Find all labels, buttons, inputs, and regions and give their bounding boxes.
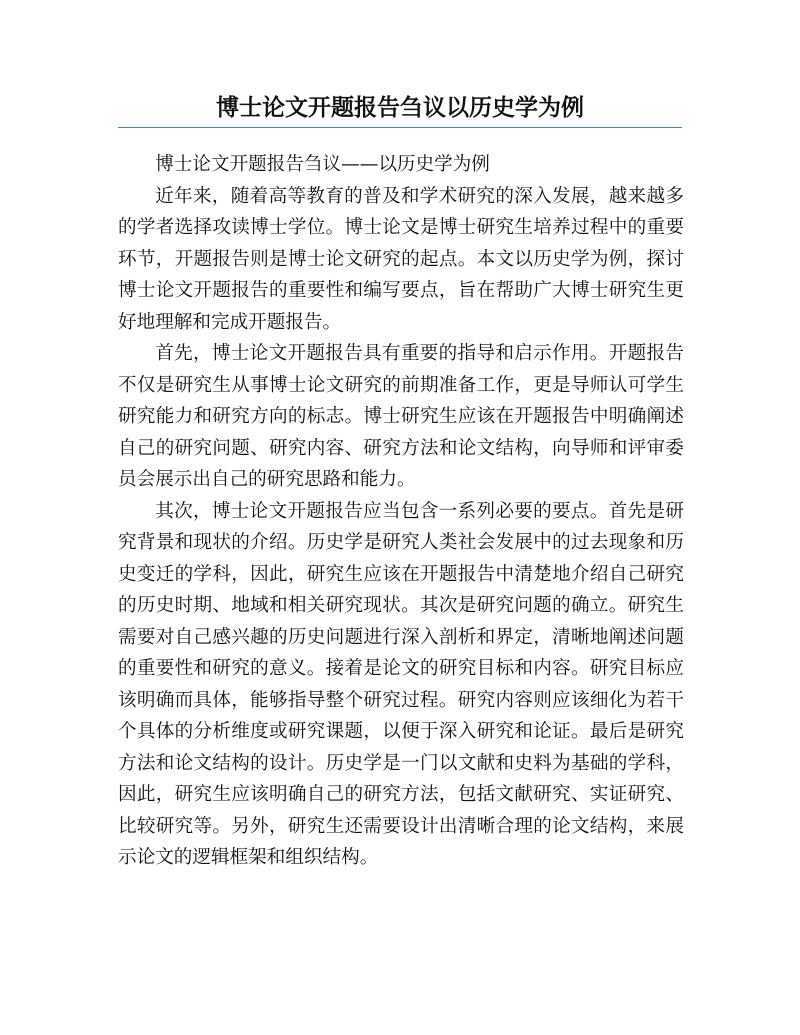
document-body xyxy=(118,149,684,874)
subtitle-paragraph: 博士论文开题报告刍议——以历史学为例 xyxy=(155,154,490,175)
intro-paragraph: 近年来，随着高等教育的普及和学术研究的深入发展，越来越多的学者选择攻读博士学位。博士论文是博士研究生培养过程中的重要环节，开题报告则是博士论文研究的起点。本文以历史学为例，探讨博士论文开题报告的重要性和编写要点，旨在帮助广大博士研究生更好地理解和完成开题报告。 xyxy=(118,185,684,333)
title-underline-rule xyxy=(118,127,682,128)
first-point-paragraph: 首先，博士论文开题报告具有重要的指导和启示作用。开题报告不仅是研究生从事博士论文研究的前期准备工作，更是导师认可学生研究能力和研究方向的标志。博士研究生应该在开题报告中明确阐述自己的研究问题、研究内容、研究方法和论文结构，向导师和评审委员会展示出自己的研究思路和能力。 xyxy=(118,343,684,490)
second-point-paragraph: 其次，博士论文开题报告应当包含一系列必要的要点。首先是研究背景和现状的介绍。历史学是研究人类社会发展中的过去现象和历史变迁的学科，因此，研究生应该在开题报告中清楚地介绍自己研究的历史时期、地域和相关研究现状。其次是研究问题的确立。研究生需要对自己感兴趣的历史问题进行深入剖析和界定，清晰地阐述问题的重要性和研究的意义。接着是论文的研究目标和内容。研究目标应该明确而具体，能够指导整个研究过程。研究内容则应该细化为若干个具体的分析维度或研究课题，以便于深入研究和论证。最后是研究方法和论文结构的设计。历史学是一门以文献和史料为基础的学科，因此，研究生应该明确自己的研究方法，包括文献研究、实证研究、比较研究等。另外，研究生还需要设计出清晰合理的论文结构，来展示论文的逻辑框架和组织结构。 xyxy=(118,500,684,868)
document-title: 博士论文开题报告刍议以历史学为例 xyxy=(216,94,584,121)
